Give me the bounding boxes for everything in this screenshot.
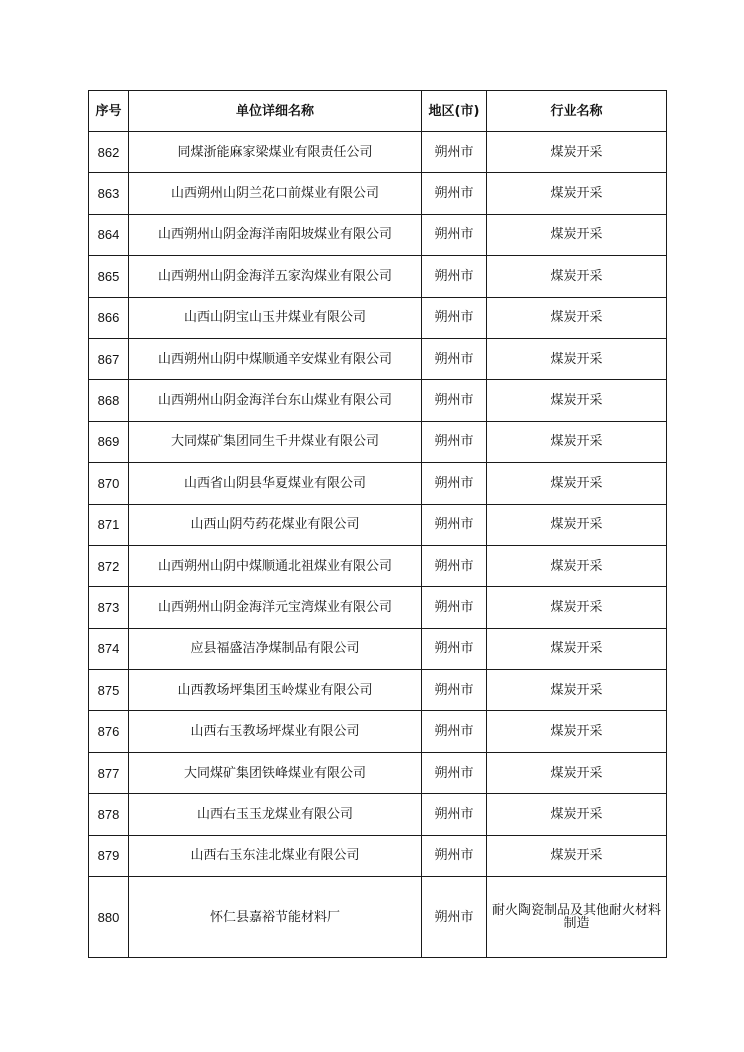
row-company-name: 山西右玉玉龙煤业有限公司 — [129, 794, 422, 835]
row-industry: 煤炭开采 — [487, 835, 667, 876]
row-company-name: 山西朔州山阴金海洋五家沟煤业有限公司 — [129, 256, 422, 297]
row-region: 朔州市 — [422, 877, 487, 958]
row-industry: 煤炭开采 — [487, 545, 667, 586]
table-row — [89, 256, 667, 297]
row-index: 862 — [89, 132, 129, 173]
row-index: 877 — [89, 752, 129, 793]
row-region: 朔州市 — [422, 256, 487, 297]
row-index: 863 — [89, 173, 129, 214]
row-index: 871 — [89, 504, 129, 545]
row-company-name: 大同煤矿集团同生千井煤业有限公司 — [129, 421, 422, 462]
table-row — [89, 711, 667, 752]
row-index: 873 — [89, 587, 129, 628]
row-industry: 煤炭开采 — [487, 380, 667, 421]
row-index: 872 — [89, 545, 129, 586]
row-industry: 煤炭开采 — [487, 504, 667, 545]
row-region: 朔州市 — [422, 297, 487, 338]
row-company-name: 山西山阴芍药花煤业有限公司 — [129, 504, 422, 545]
header-company-name: 单位详细名称 — [129, 91, 422, 132]
row-industry: 耐火陶瓷制品及其他耐火材料制造 — [487, 877, 667, 958]
row-index: 865 — [89, 256, 129, 297]
row-index: 874 — [89, 628, 129, 669]
row-company-name: 怀仁县嘉裕节能材料厂 — [129, 877, 422, 958]
row-company-name: 山西教场坪集团玉岭煤业有限公司 — [129, 670, 422, 711]
row-industry: 煤炭开采 — [487, 752, 667, 793]
row-company-name: 山西朔州山阴中煤顺通北祖煤业有限公司 — [129, 545, 422, 586]
row-company-name: 山西右玉东洼北煤业有限公司 — [129, 835, 422, 876]
table-row — [89, 214, 667, 255]
row-index: 876 — [89, 711, 129, 752]
row-region: 朔州市 — [422, 670, 487, 711]
table-row — [89, 338, 667, 379]
row-company-name: 山西朔州山阴金海洋元宝湾煤业有限公司 — [129, 587, 422, 628]
row-company-name: 山西右玉教场坪煤业有限公司 — [129, 711, 422, 752]
company-list-table — [88, 90, 667, 958]
row-index: 878 — [89, 794, 129, 835]
table-row — [89, 670, 667, 711]
table-row — [89, 463, 667, 504]
row-industry: 煤炭开采 — [487, 463, 667, 504]
row-industry: 煤炭开采 — [487, 173, 667, 214]
row-company-name: 山西朔州山阴金海洋南阳坡煤业有限公司 — [129, 214, 422, 255]
row-industry: 煤炭开采 — [487, 214, 667, 255]
row-region: 朔州市 — [422, 504, 487, 545]
row-company-name: 应县福盛洁净煤制品有限公司 — [129, 628, 422, 669]
row-index: 867 — [89, 338, 129, 379]
row-index: 879 — [89, 835, 129, 876]
row-industry: 煤炭开采 — [487, 421, 667, 462]
row-industry: 煤炭开采 — [487, 132, 667, 173]
table-row — [89, 835, 667, 876]
row-company-name: 大同煤矿集团铁峰煤业有限公司 — [129, 752, 422, 793]
row-company-name: 山西省山阴县华夏煤业有限公司 — [129, 463, 422, 504]
row-industry: 煤炭开采 — [487, 670, 667, 711]
row-region: 朔州市 — [422, 214, 487, 255]
row-index: 880 — [89, 877, 129, 958]
header-region: 地区(市) — [422, 91, 487, 132]
row-company-name: 同煤浙能麻家梁煤业有限责任公司 — [129, 132, 422, 173]
table-header-row — [89, 91, 667, 132]
row-region: 朔州市 — [422, 752, 487, 793]
row-region: 朔州市 — [422, 132, 487, 173]
row-region: 朔州市 — [422, 421, 487, 462]
table-row — [89, 132, 667, 173]
row-region: 朔州市 — [422, 794, 487, 835]
header-industry: 行业名称 — [487, 91, 667, 132]
row-region: 朔州市 — [422, 463, 487, 504]
row-region: 朔州市 — [422, 173, 487, 214]
table-row — [89, 504, 667, 545]
row-region: 朔州市 — [422, 587, 487, 628]
row-index: 866 — [89, 297, 129, 338]
row-industry: 煤炭开采 — [487, 711, 667, 752]
table-row — [89, 173, 667, 214]
row-index: 875 — [89, 670, 129, 711]
table-row — [89, 545, 667, 586]
row-industry: 煤炭开采 — [487, 297, 667, 338]
row-company-name: 山西山阴宝山玉井煤业有限公司 — [129, 297, 422, 338]
row-industry: 煤炭开采 — [487, 338, 667, 379]
row-region: 朔州市 — [422, 628, 487, 669]
row-index: 864 — [89, 214, 129, 255]
table-row — [89, 380, 667, 421]
table-row — [89, 628, 667, 669]
table-row — [89, 421, 667, 462]
row-industry: 煤炭开采 — [487, 256, 667, 297]
row-region: 朔州市 — [422, 380, 487, 421]
row-index: 868 — [89, 380, 129, 421]
row-company-name: 山西朔州山阴中煤顺通辛安煤业有限公司 — [129, 338, 422, 379]
table-row — [89, 752, 667, 793]
row-region: 朔州市 — [422, 835, 487, 876]
table-row — [89, 794, 667, 835]
row-region: 朔州市 — [422, 338, 487, 379]
row-index: 869 — [89, 421, 129, 462]
table-row — [89, 297, 667, 338]
row-industry: 煤炭开采 — [487, 587, 667, 628]
row-industry: 煤炭开采 — [487, 628, 667, 669]
row-region: 朔州市 — [422, 545, 487, 586]
row-company-name: 山西朔州山阴兰花口前煤业有限公司 — [129, 173, 422, 214]
row-industry: 煤炭开采 — [487, 794, 667, 835]
table-row — [89, 877, 667, 958]
header-index: 序号 — [89, 91, 129, 132]
row-index: 870 — [89, 463, 129, 504]
row-region: 朔州市 — [422, 711, 487, 752]
table-row — [89, 587, 667, 628]
row-company-name: 山西朔州山阴金海洋台东山煤业有限公司 — [129, 380, 422, 421]
